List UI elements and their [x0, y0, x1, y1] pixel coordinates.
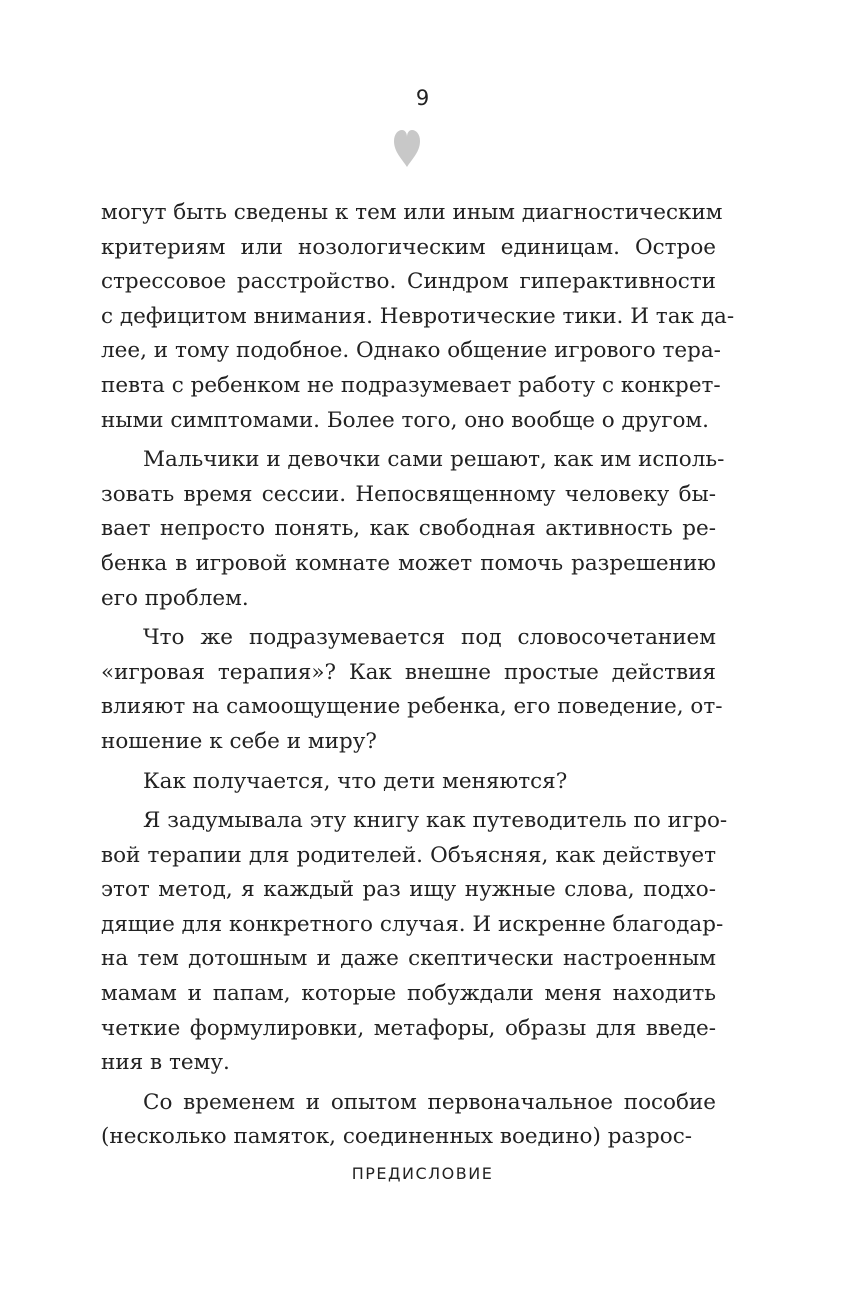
text-line: Что же подразумевается под словосочетанием [143, 625, 716, 651]
paragraph [101, 765, 716, 800]
text-line: на тем дотошным и даже скептически настроенным [101, 946, 716, 972]
heart-icon [392, 128, 422, 168]
text-line: влияют на самоощущение ребенка, его поведение, от- [101, 694, 723, 720]
text-line: вой терапии для родителей. Объясняя, как действует [101, 842, 716, 868]
paragraph [101, 443, 725, 616]
paragraph [101, 804, 728, 1081]
text-line: вает непросто понять, как свободная активность ре- [101, 516, 716, 542]
text-line: дящие для конкретного случая. И искренне благодар- [101, 911, 724, 937]
paragraph [101, 621, 723, 759]
text-line: могут быть сведены к тем или иным диагностическим [101, 200, 723, 225]
text-line: ными симптомами. Более того, оно вообще о другом. [101, 407, 709, 433]
text-line: четкие формулировки, метафоры, образы для введе- [101, 1015, 716, 1041]
text-line: певта с ребенком не подразумевает работу с конкрет- [101, 372, 721, 398]
text-line: критериям или нозологическим единицам. Острое [101, 234, 716, 260]
running-footer: ПРЕДИСЛОВИЕ [351, 1164, 494, 1183]
paragraph [101, 196, 735, 438]
text-line: зовать время сессии. Непосвященному человеку бы- [101, 481, 716, 507]
text-line: Я задумывала эту книгу как путеводитель по игро- [143, 808, 728, 834]
text-line: «игровая терапия»? Как внешне простые действия [101, 659, 716, 685]
text-line: ния в тему. [101, 1050, 230, 1076]
text-line: лее, и тому подобное. Однако общение игрового тера- [101, 338, 721, 364]
page-number: 9 [415, 86, 430, 110]
text-line: стрессовое расстройство. Синдром гиперактивности [101, 269, 716, 295]
body-text [101, 196, 735, 1155]
text-line: (несколько памяток, соединенных воедино) разрос- [101, 1124, 693, 1150]
text-line: этот метод, я каждый раз ищу нужные слова, подхо- [101, 877, 716, 903]
text-line: мамам и папам, которые побуждали меня находить [101, 981, 716, 1007]
text-line: ношение к себе и миру? [101, 728, 377, 754]
text-line: бенка в игровой комнате может помочь разрешению [101, 550, 716, 576]
paragraph [101, 1086, 716, 1155]
text-line: его проблем. [101, 585, 249, 611]
text-line: с дефицитом внимания. Невротические тики. И так да- [101, 303, 735, 329]
text-line: Со временем и опытом первоначальное пособие [143, 1089, 716, 1115]
text-line: Как получается, что дети меняются? [143, 768, 568, 794]
text-line: Мальчики и девочки сами решают, как им исполь- [143, 447, 725, 473]
